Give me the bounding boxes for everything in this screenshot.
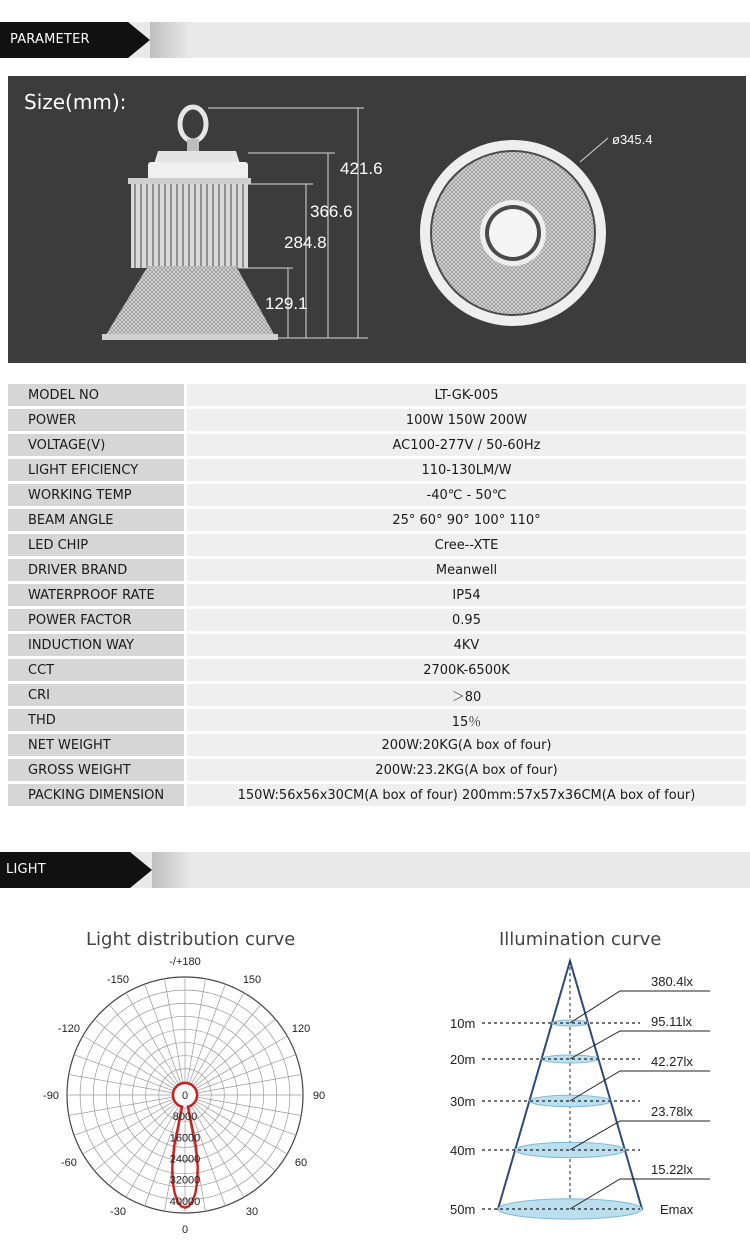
spec-label: BEAM ANGLE (8, 509, 184, 531)
illumination-distance: 40m (450, 1143, 476, 1158)
illumination-lux: 95.11lx (651, 1014, 692, 1029)
polar-spoke (196, 1101, 287, 1154)
polar-radial-label: 8000 (172, 1111, 198, 1124)
polar-angle-label: -120 (57, 1023, 80, 1035)
spec-value: 150W:56x56x30CM(A box of four) 200mm:57x57x36CM(A box of four) (184, 784, 746, 806)
illumination-distance: 50m (450, 1202, 476, 1217)
parameter-title: PARAMETER (0, 22, 128, 58)
spec-row (8, 484, 746, 506)
spec-label: NET WEIGHT (8, 734, 184, 756)
illumination-distance: 30m (450, 1094, 476, 1109)
polar-spoke (196, 1036, 287, 1089)
spec-label: LIGHT EFICIENCY (8, 459, 184, 481)
light-tab-arrow (130, 852, 152, 888)
polar-angle-label: 0 (181, 1224, 189, 1236)
dim-heatsink-height: 284.8 (284, 233, 327, 252)
spec-value: 110-130LM/W (184, 459, 746, 481)
polar-spoke (187, 979, 205, 1082)
spec-table (8, 381, 746, 809)
spec-value: -40℃ - 50℃ (184, 484, 746, 506)
spec-row (8, 634, 746, 656)
polar-spoke (198, 1075, 301, 1093)
polar-angle-label: 120 (291, 1023, 311, 1035)
illumination-distance: 10m (450, 1016, 476, 1031)
spec-row (8, 684, 746, 706)
dim-reflector-height: 129.1 (265, 294, 308, 313)
spec-label: POWER FACTOR (8, 609, 184, 631)
polar-spoke (69, 1075, 172, 1093)
polar-spoke (83, 1036, 174, 1089)
spec-row (8, 709, 746, 731)
spec-value: Meanwell (184, 559, 746, 581)
spec-row (8, 409, 746, 431)
polar-spoke (165, 979, 183, 1082)
illumination-lux: 42.27lx (651, 1054, 693, 1069)
dim-body-height: 366.6 (310, 202, 353, 221)
polar-angle-label: -90 (43, 1090, 59, 1102)
spec-row (8, 759, 746, 781)
illumination-lux: 380.4lx (651, 974, 693, 989)
polar-spoke (198, 1097, 301, 1115)
spec-row (8, 609, 746, 631)
spec-row (8, 509, 746, 531)
polar-spoke (191, 993, 244, 1084)
polar-angle-label: 30 (245, 1206, 259, 1219)
spec-value: 2700K-6500K (184, 659, 746, 681)
spec-value: LT-GK-005 (184, 384, 746, 406)
polar-angle-label: -150 (106, 973, 130, 986)
spec-value: Cree--XTE (184, 534, 746, 556)
size-drawing (8, 76, 746, 363)
polar-angle-label: -/+180 (169, 956, 201, 968)
spec-value: 200W:20KG(A box of four) (184, 734, 746, 756)
spec-row (8, 559, 746, 581)
polar-angle-label: 60 (294, 1157, 308, 1169)
polar-spoke (126, 993, 179, 1084)
illumination-emax: Emax (660, 1202, 694, 1217)
spec-row (8, 459, 746, 481)
spec-value: 15％ (184, 709, 746, 731)
spec-value: 25° 60° 90° 100° 110° (184, 509, 746, 531)
spec-row (8, 384, 746, 406)
light-tab-shadow (152, 852, 192, 888)
spec-value: 200W:23.2KG(A box of four) (184, 759, 746, 781)
spec-row (8, 784, 746, 806)
light-distribution-header (0, 852, 750, 913)
illumination-distance: 20m (450, 1052, 476, 1067)
spec-value: AC100-277V / 50-60Hz (184, 434, 746, 456)
spec-label: INDUCTION WAY (8, 634, 184, 656)
spec-label: DRIVER BRAND (8, 559, 184, 581)
polar-spoke (83, 1101, 174, 1154)
spec-label: GROSS WEIGHT (8, 759, 184, 781)
spec-value: 4KV (184, 634, 746, 656)
polar-chart-title: Light distribution curve (86, 929, 296, 950)
polar-radial-label: 24000 (169, 1153, 201, 1166)
illumination-chart (420, 955, 750, 1255)
spec-label: LED CHIP (8, 534, 184, 556)
size-panel (8, 76, 746, 363)
spec-row (8, 659, 746, 681)
spec-label: WATERPROOF RATE (8, 584, 184, 606)
spec-label: CRI (8, 684, 184, 706)
polar-radial-label: 0 (181, 1090, 189, 1102)
spec-value: 0.95 (184, 609, 746, 631)
spec-label: THD (8, 709, 184, 731)
dim-diameter: ø345.4 (612, 132, 653, 147)
light-distribution-title: LIGHT DISTRIBUTION (0, 852, 130, 888)
spec-label: WORKING TEMP (8, 484, 184, 506)
polar-radial-label: 32000 (169, 1174, 201, 1187)
size-title: Size(mm): (24, 90, 127, 114)
lamp-side-view (102, 107, 278, 340)
spec-value: 100W 150W 200W (184, 409, 746, 431)
polar-angle-label: -30 (110, 1206, 126, 1219)
spec-label: POWER (8, 409, 184, 431)
illumination-chart-title: Illumination curve (499, 929, 662, 950)
spec-value: ＞80 (184, 684, 746, 706)
polar-angle-label: -60 (60, 1157, 77, 1169)
dim-total-height: 421.6 (340, 159, 383, 178)
spec-row (8, 734, 746, 756)
spec-label: MODEL NO (8, 384, 184, 406)
parameter-tab-arrow (128, 22, 150, 58)
polar-radial-label: 16000 (169, 1132, 201, 1145)
spec-value: IP54 (184, 584, 746, 606)
spec-row (8, 584, 746, 606)
polar-angle-label: 150 (242, 973, 262, 986)
parameter-tab-shadow (150, 22, 190, 58)
illumination-lux: 15.22lx (651, 1162, 693, 1177)
spec-label: VOLTAGE(V) (8, 434, 184, 456)
lamp-bottom-view (420, 140, 606, 326)
spec-row (8, 534, 746, 556)
illumination-lux: 23.78lx (651, 1104, 693, 1119)
polar-angle-label: 90 (312, 1090, 326, 1102)
spec-label: CCT (8, 659, 184, 681)
parameter-header (0, 22, 750, 58)
polar-chart (20, 955, 360, 1255)
polar-spoke (69, 1097, 172, 1115)
spec-row (8, 434, 746, 456)
polar-radial-label: 40000 (169, 1195, 201, 1208)
spec-label: PACKING DIMENSION (8, 784, 184, 806)
